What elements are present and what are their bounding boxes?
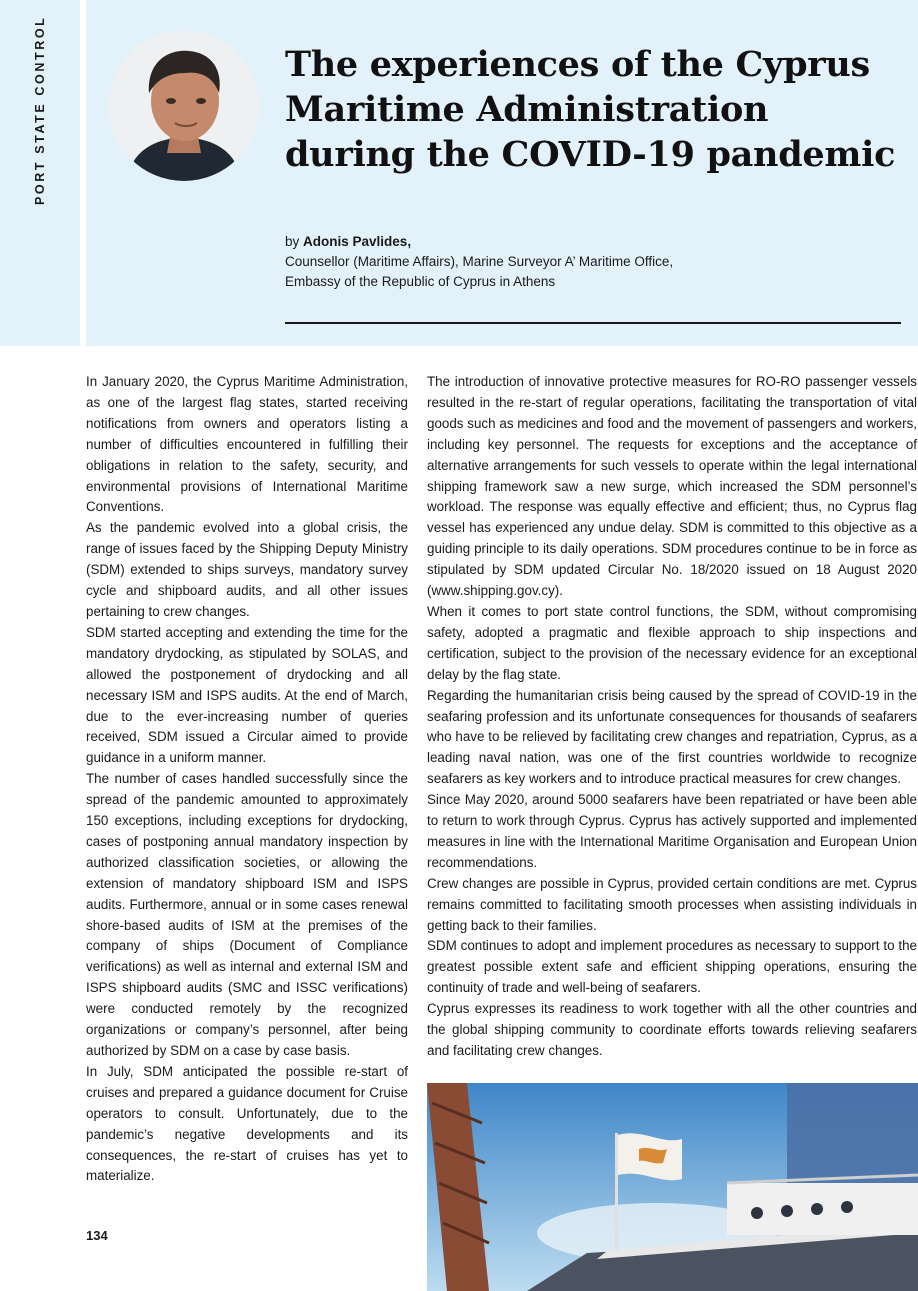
paragraph: When it comes to port state control functions, the SDM, without compromising safety, adopted a pragmatic and flexible approach to ship inspections and certification, subject to the provision of the necessary evidence for an exceptional delay by the flag state. xyxy=(427,603,917,682)
byline xyxy=(285,232,905,292)
paragraph: As the pandemic evolved into a global crisis, the range of issues faced by the Shipping Deputy Ministry (SDM) extended to ships surveys, mandatory survey cycle and shipboard audits, and all other issues pertaining to crew changes. xyxy=(86,520,408,619)
author-avatar xyxy=(109,31,259,181)
paragraph: SDM started accepting and extending the time for the mandatory drydocking, as stipulated by SOLAS, and allowed the postponement of drydocking and all necessary ISM and ISPS audits. At the end of March, due to the ever-increasing number of queries received, SDM issued a Circular aimed to provide guidance in a uniform manner. xyxy=(86,624,408,766)
paragraph: The number of cases handled successfully since the spread of the pandemic amounted to approximately 150 exceptions, including exceptions for drydocking, cases of postponing annual mandatory inspection by authorized classification societies, or allowing the extension of mandatory shipboard ISM and ISPS audits. Furthermore, annual or in some cases renewal shore-based audits of ISM at the premises of the company of ships (Document of Compliance verifications) as well as internal and external ISM and ISPS shipboard audits (SMC and ISSC verifications) were conducted remotely by the recognized organizations or company’s personnel, after being authorized by SDM on a case by case basis. xyxy=(86,771,408,1058)
section-label: PORT STATE CONTROL xyxy=(33,15,47,205)
ship-flag-image xyxy=(427,1083,918,1291)
header-divider xyxy=(285,322,901,324)
paragraph: Crew changes are possible in Cyprus, provided certain conditions are met. Cyprus remains committed to facilitating smooth processes when assisting individuals in getting back to their families. xyxy=(427,875,917,933)
paragraph: Regarding the humanitarian crisis being caused by the spread of COVID-19 in the seafaring profession and its unfortunate consequences for thousands of seafarers who have to be relieved by facilitating crew changes and repatriation, Cyprus, as a leading naval nation, was one of the first countries worldwide to recognize seafarers as key workers and to introduce practical measures for crew changes. xyxy=(427,687,917,787)
byline-author-line xyxy=(285,232,905,252)
author-portrait-image xyxy=(109,31,259,181)
byline-by: by xyxy=(285,234,300,249)
paragraph: SDM continues to adopt and implement procedures as necessary to support to the greatest possible extent safe and efficient shipping operations, ensuring the continuity of trade and well-being of seafarers. xyxy=(427,938,917,996)
author-role: Counsellor (Maritime Affairs), Marine Surveyor A’ Maritime Office, xyxy=(285,254,674,269)
right-column xyxy=(427,372,917,1062)
side-strip xyxy=(0,0,86,346)
paragraph: Cyprus expresses its readiness to work together with all the other countries and the global shipping community to coordinate efforts towards relieving seafarers and facilitating crew changes. xyxy=(427,1001,917,1058)
ship-photo xyxy=(427,1083,918,1291)
article-title: The experiences of the Cyprus Maritime Administration during the COVID-19 pandemic xyxy=(285,44,896,175)
author-organization: Embassy of the Republic of Cyprus in Athens xyxy=(285,274,556,289)
paragraph: Since May 2020, around 5000 seafarers have been repatriated or have been able to return to work through Cyprus. Cyprus has actively supported and implemented measures in line with the International Maritime Organisation and European Union recommendations. xyxy=(427,792,917,870)
author-name: Adonis Pavlides, xyxy=(303,234,412,249)
paragraph: In July, SDM anticipated the possible re-start of cruises and prepared a guidance document for Cruise operators to consult. Unfortunately, due to the pandemic’s negative developments and its consequences, the re-start of cruises has yet to materialize. xyxy=(86,1063,408,1184)
paragraph: The introduction of innovative protective measures for RO-RO passenger vessels resulted in the re-start of regular operations, facilitating the transportation of vital goods such as medicines and food and the movement of passengers and workers, including key personnel. The requests for exceptions and the acceptance of alternative arrangements for such vessels to operate within the legal international shipping framework saw a new surge, which increased the SDM personnel’s workload. The response was equally effective and efficient; thus, no Cyprus flag vessel has experienced any undue delay. SDM is committed to this objective as a guiding principle to its daily operations. SDM procedures continue to be in force as stipulated by SDM updated Circular No. 18/2020 issued on 18 August 2020 (www.shipping.gov.cy). xyxy=(427,374,917,599)
page-number: 134 xyxy=(86,1228,108,1243)
paragraph: In January 2020, the Cyprus Maritime Administration, as one of the largest flag states, started receiving notifications from owners and operators listing a number of difficulties encountered in fulfilling their obligations in relation to the safety, security, and environmental provisions of International Maritime Conventions. xyxy=(86,374,408,515)
left-column xyxy=(86,372,408,1187)
